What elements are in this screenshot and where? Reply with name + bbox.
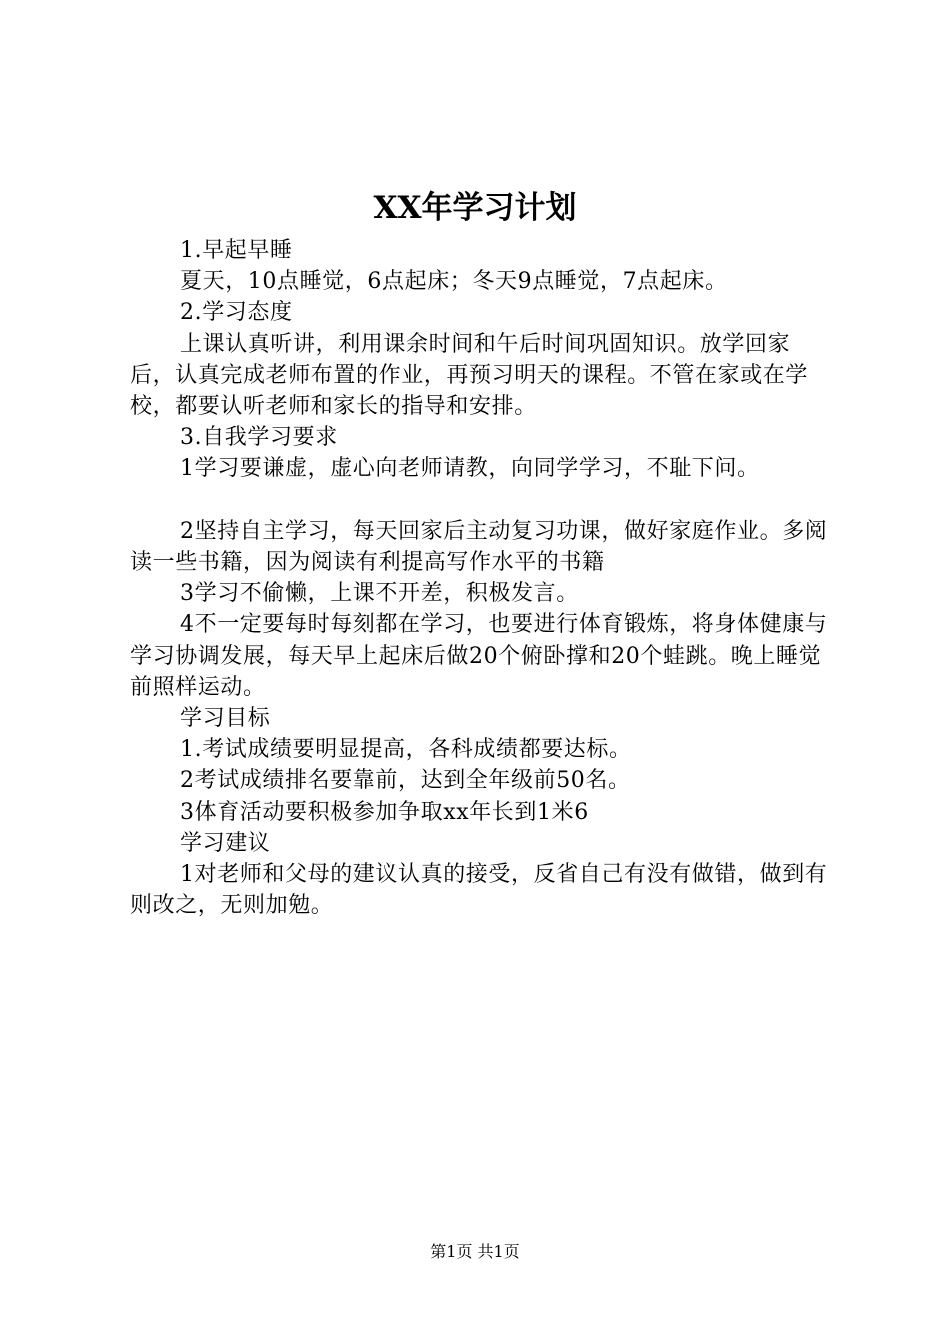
suggestion-item-1: 1对老师和父母的建议认真的接受，反省自己有没有做错，做到有则改之，无则加勉。	[130, 862, 828, 919]
paragraph-attitude: 上课认真听讲，利用课余时间和午后时间巩固知识。放学回家后，认真完成老师布置的作业，再预习明天的课程。不管在家或在学校，都要认听老师和家长的指导和安排。	[130, 331, 809, 420]
section-heading-sleep: 1.早起早睡	[180, 238, 293, 263]
requirement-item-4: 4不一定要每时每刻都在学习，也要进行体育锻炼，将身体健康与学习协调发展，每天早上起床后做20个俯卧撑和20个蛙跳。晚上睡觉前照样运动。	[130, 612, 828, 700]
section-heading-suggestions: 学习建议	[180, 830, 271, 856]
goal-item-1: 1.考试成绩要明显提高，各科成绩都要达标。	[180, 737, 632, 763]
section-heading-attitude: 2.学习态度	[180, 300, 293, 326]
goal-item-2: 2考试成绩排名要靠前，达到全年级前50名。	[180, 768, 631, 794]
requirement-item-2: 2坚持自主学习，每天回家后主动复习功课，做好家庭作业。多阅读一些书籍，因为阅读有利提高写作水平的书籍	[130, 518, 828, 576]
requirement-item-1: 1学习要谦虚，虚心向老师请教，向同学学习，不耻下问。	[180, 456, 760, 482]
paragraph-sleep-schedule: 夏天，10点睡觉，6点起床；冬天9点睡觉，7点起床。	[180, 269, 728, 295]
document-body	[130, 235, 830, 921]
section-heading-requirements: 3.自我学习要求	[180, 425, 338, 451]
goal-item-3: 3体育活动要积极参加争取xx年长到1米6	[180, 799, 589, 825]
requirement-item-3: 3学习不偷懒，上课不开差，积极发言。	[180, 581, 579, 607]
blank-line	[130, 485, 830, 516]
document-title: XX年学习计划	[373, 190, 577, 226]
section-heading-goals: 学习目标	[180, 706, 271, 732]
page-footer: 第1页 共1页	[430, 1242, 520, 1261]
